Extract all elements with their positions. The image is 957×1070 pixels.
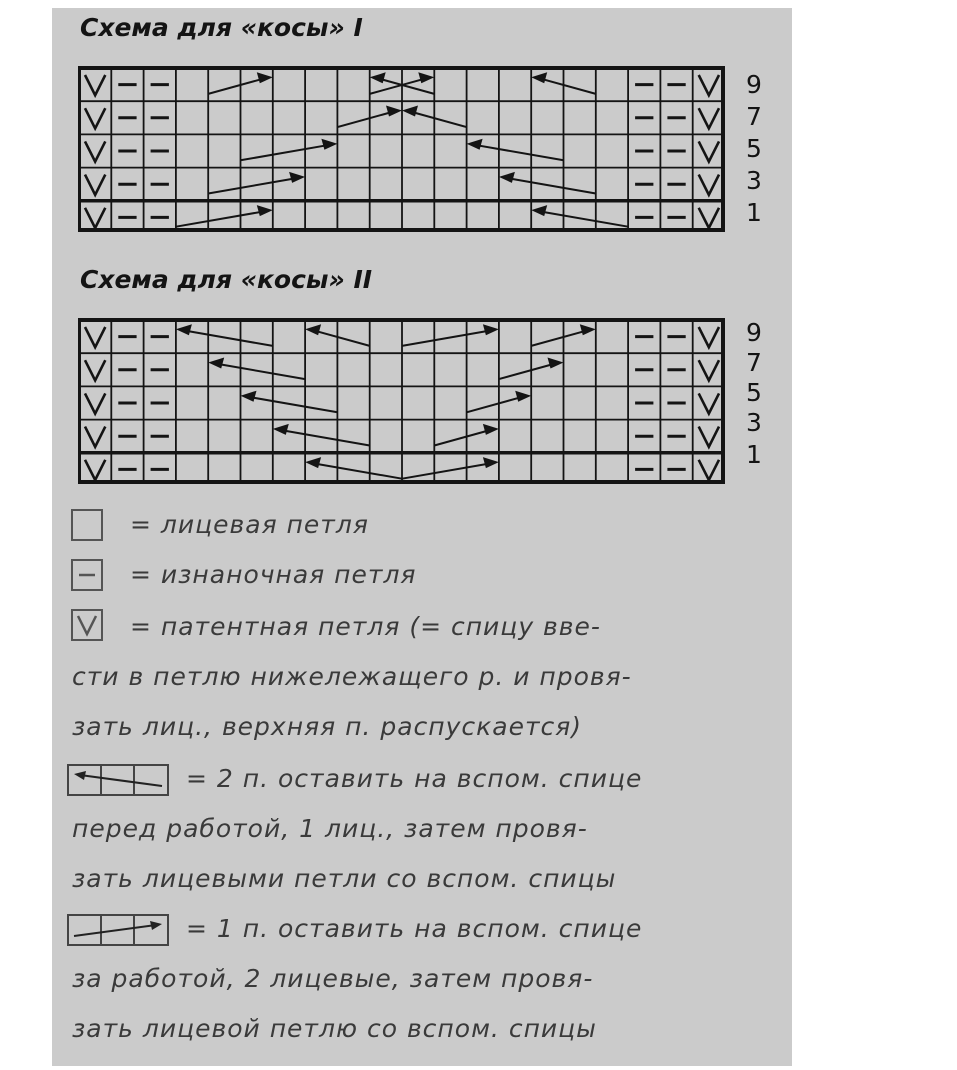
- scheme-1-row-numbers: [746, 70, 776, 235]
- patent-stitch-mark: [85, 460, 105, 480]
- patent-stitch-mark: [85, 208, 105, 228]
- legend-cross-back-line-2: за работой, 2 лицевые, затем провя-: [72, 964, 594, 993]
- row-number: 7: [746, 348, 762, 377]
- cable-arrow-line: [531, 331, 586, 346]
- cable-arrowhead: [531, 205, 547, 216]
- row-number: 7: [746, 102, 762, 131]
- patent-stitch-mark: [85, 141, 105, 161]
- legend-purl: = изнаночная петля: [130, 560, 417, 589]
- row-number: 5: [746, 134, 762, 163]
- legend-cross-back-line-1: = 1 п. оставить на вспом. спице: [186, 914, 643, 943]
- cable-arrow-line: [412, 112, 467, 127]
- cable-arrow-line: [337, 112, 392, 127]
- scheme-2-title: Схема для «косы» II: [80, 265, 373, 294]
- legend-cross-front-line-3: зать лицевыми петли со вспом. спицы: [72, 864, 617, 893]
- cable-arrow-line: [208, 178, 295, 193]
- cross-right-symbol-icon: [66, 912, 174, 948]
- patent-stitch-mark: [699, 360, 719, 380]
- patent-stitch-mark: [699, 175, 719, 195]
- row-number: 3: [746, 166, 762, 195]
- cable-arrowhead: [273, 424, 289, 435]
- patent-stitch-mark: [85, 427, 105, 447]
- patent-stitch-mark: [699, 427, 719, 447]
- cable-arrowhead: [176, 324, 192, 335]
- cable-arrow-line: [541, 79, 596, 94]
- legend-cross-back-line-3: зать лицевой петлю со вспом. спицы: [72, 1014, 597, 1043]
- scheme-2-chart: [78, 318, 726, 488]
- cable-arrowhead: [499, 172, 515, 183]
- cable-arrowhead: [418, 72, 434, 83]
- row-number: 9: [746, 70, 762, 99]
- cable-arrowhead: [531, 72, 547, 83]
- patent-stitch-mark: [85, 360, 105, 380]
- patent-stitch-mark: [699, 141, 719, 161]
- row-number: 3: [746, 408, 762, 437]
- cable-arrow-line: [434, 430, 489, 445]
- row-number: 1: [746, 198, 762, 227]
- cable-arrowhead: [580, 324, 596, 335]
- legend-knit: = лицевая петля: [130, 510, 369, 539]
- legend-patent-line-2: сти в петлю нижележащего р. и провя-: [72, 662, 632, 691]
- row-number: 1: [746, 440, 762, 469]
- cable-arrow-line: [208, 79, 263, 94]
- cable-arrow-line: [477, 145, 564, 160]
- patent-stitch-mark: [699, 108, 719, 128]
- cable-arrowhead: [483, 457, 499, 468]
- patent-stitch-mark: [699, 208, 719, 228]
- cable-arrowhead: [305, 457, 321, 468]
- legend-patent-line-3: зать лиц., верхняя п. распускается): [72, 712, 583, 741]
- cable-arrowhead: [257, 205, 273, 216]
- cable-arrow-line: [402, 464, 489, 479]
- cable-arrow-line: [315, 464, 402, 479]
- cable-arrowhead: [208, 357, 224, 368]
- patent-stitch-mark: [699, 460, 719, 480]
- scheme-1-chart: [78, 66, 726, 236]
- cable-arrow-line: [315, 331, 370, 346]
- cable-arrowhead: [548, 357, 564, 368]
- cable-arrow-line: [509, 178, 596, 193]
- row-number: 9: [746, 318, 762, 347]
- cross-left-symbol-icon: [66, 762, 174, 798]
- cable-arrow-line: [499, 364, 554, 379]
- purl-stitch-symbol-icon: [70, 558, 106, 594]
- scheme-1-title: Схема для «косы» I: [80, 13, 363, 42]
- cable-arrowhead: [321, 139, 337, 150]
- legend-cross-front-line-1: = 2 п. оставить на вспом. спице: [186, 764, 643, 793]
- patent-stitch-symbol-icon: [70, 608, 106, 644]
- row-number: 5: [746, 378, 762, 407]
- patent-stitch-mark: [699, 327, 719, 347]
- patent-stitch-mark: [85, 327, 105, 347]
- patent-stitch-mark: [85, 393, 105, 413]
- cable-arrow-line: [283, 430, 370, 445]
- patent-stitch-mark: [699, 75, 719, 95]
- patent-stitch-mark: [85, 75, 105, 95]
- cable-arrowhead: [241, 391, 257, 402]
- cable-arrowhead: [289, 172, 305, 183]
- cable-arrow-line: [251, 397, 338, 412]
- cable-arrowhead: [515, 391, 531, 402]
- patent-stitch-mark: [85, 175, 105, 195]
- cable-arrow-line: [467, 397, 522, 412]
- cable-arrowhead: [257, 72, 273, 83]
- cable-arrowhead: [386, 105, 402, 116]
- cable-arrowhead: [483, 424, 499, 435]
- cable-arrow-line: [241, 145, 328, 160]
- cable-arrowhead: [370, 72, 386, 83]
- legend-patent-line-1: = патентная петля (= спицу вве-: [130, 612, 601, 641]
- cable-arrow-line: [186, 331, 273, 346]
- cable-arrow-line: [218, 364, 305, 379]
- cable-arrow-line: [402, 331, 489, 346]
- cable-arrowhead: [483, 324, 499, 335]
- cable-arrow-line: [176, 212, 263, 227]
- knit-stitch-symbol-icon: [70, 508, 106, 544]
- cable-arrowhead: [467, 139, 483, 150]
- legend-cross-front-line-2: перед работой, 1 лиц., затем провя-: [72, 814, 588, 843]
- scheme-2-row-numbers: [746, 318, 776, 483]
- cable-arrow-line: [541, 212, 628, 227]
- patent-stitch-mark: [699, 393, 719, 413]
- cable-arrowhead: [305, 324, 321, 335]
- patent-stitch-mark: [85, 108, 105, 128]
- cable-arrowhead: [402, 105, 418, 116]
